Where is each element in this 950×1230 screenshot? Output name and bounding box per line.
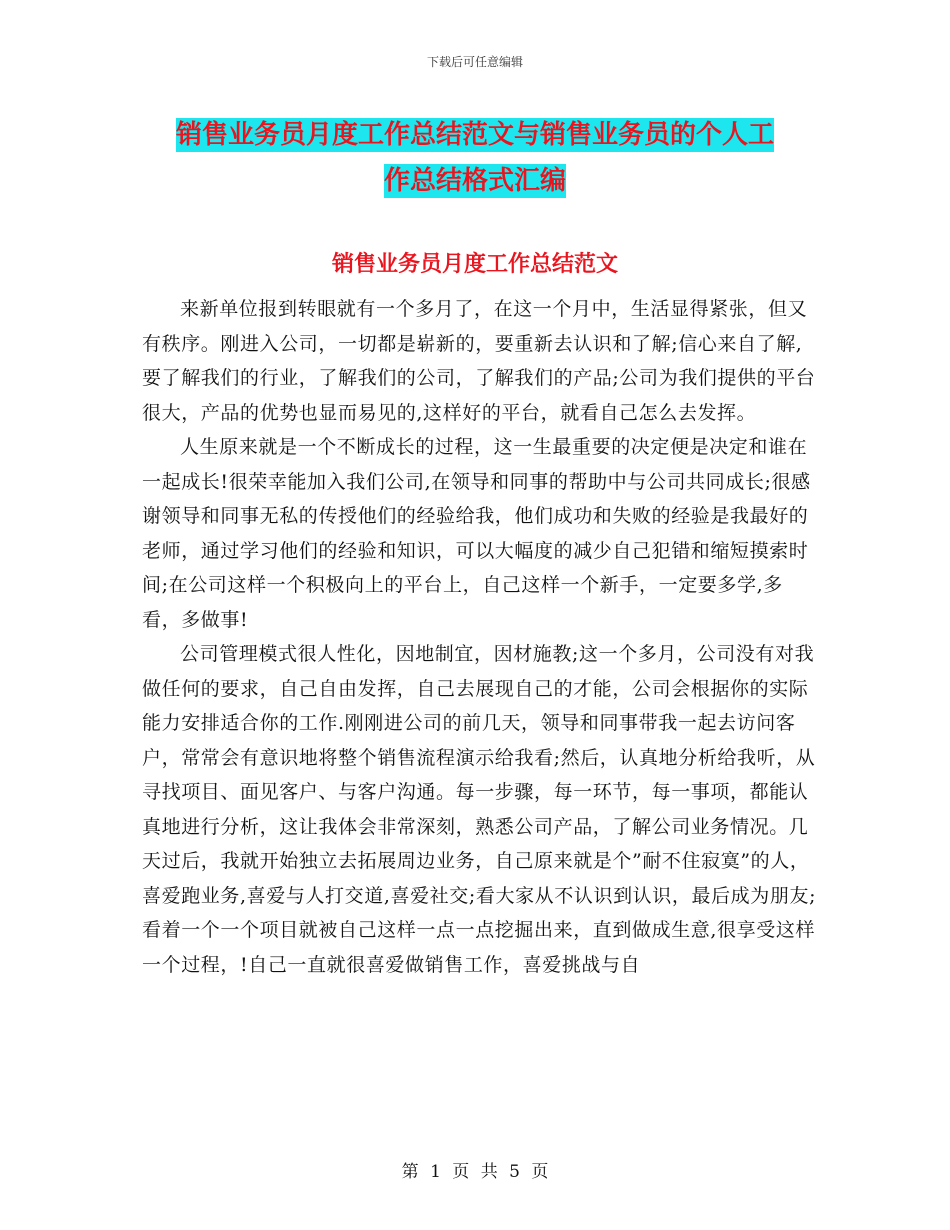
paragraph-1: 来新单位报到转眼就有一个多月了，在这一个月中，生活显得紧张，但又有秩序。刚进入公司，一切都是崭新的，要重新去认识和了解;信心来自了解,要了解我们的行业，了解我们的公司，了解我们的产品;公司为我们提供的平台很大，产品的优势也显而易见的,这样好的平台，就看自己怎么去发挥。 (142, 298, 816, 424)
document-body (142, 292, 822, 982)
title-line-1: 销售业务员月度工作总结范文与销售业务员的个人工 (175, 120, 774, 150)
title-line-2: 作总结格式汇编 (383, 166, 566, 196)
document-title (0, 112, 950, 204)
section-title: 销售业务员月度工作总结范文 (331, 252, 618, 277)
header-note: 下载后可任意编辑 (426, 55, 523, 69)
paragraph-3: 公司管理模式很人性化，因地制宜，因材施教;这一个多月，公司没有对我做任何的要求，自己自由发挥，自己去展现自己的才能，公司会根据你的实际能力安排适合你的工作.刚刚进公司的前几天，领导和同事带我一起去访问客户，常常会有意识地将整个销售流程演示给我看;然后，认真地分析给我听，从寻找项目、面见客户、与客户沟通。每一步骤，每一环节，每一事项，都能认真地进行分析，这让我体会非常深刻，熟悉公司产品，了解公司业务情况。几天过后，我就开始独立去拓展周边业务，自己原来就是个”耐不住寂寞”的人，喜爱跑业务,喜爱与人打交道,喜爱社交;看大家从不认识到认识，最后成为朋友;看着一个一个项目就被自己这样一点一点挖掘出来，直到做成生意,很享受这样一个过程，!自己一直就很喜爱做销售工作，喜爱挑战与自 (142, 643, 817, 976)
paragraph-2: 人生原来就是一个不断成长的过程，这一生最重要的决定便是决定和谁在一起成长!很荣幸能加入我们公司,在领导和同事的帮助中与公司共同成长;很感谢领导和同事无私的传授他们的经验给我，他们成功和失败的经验是我最好的老师，通过学习他们的经验和知识，可以大幅度的减少自己犯错和缩短摸索时间;在公司这样一个积极向上的平台上，自己这样一个新手，一定要多学,多看，多做事! (142, 436, 811, 631)
page-footer: 第 1 页 共 5 页 (401, 1162, 549, 1182)
